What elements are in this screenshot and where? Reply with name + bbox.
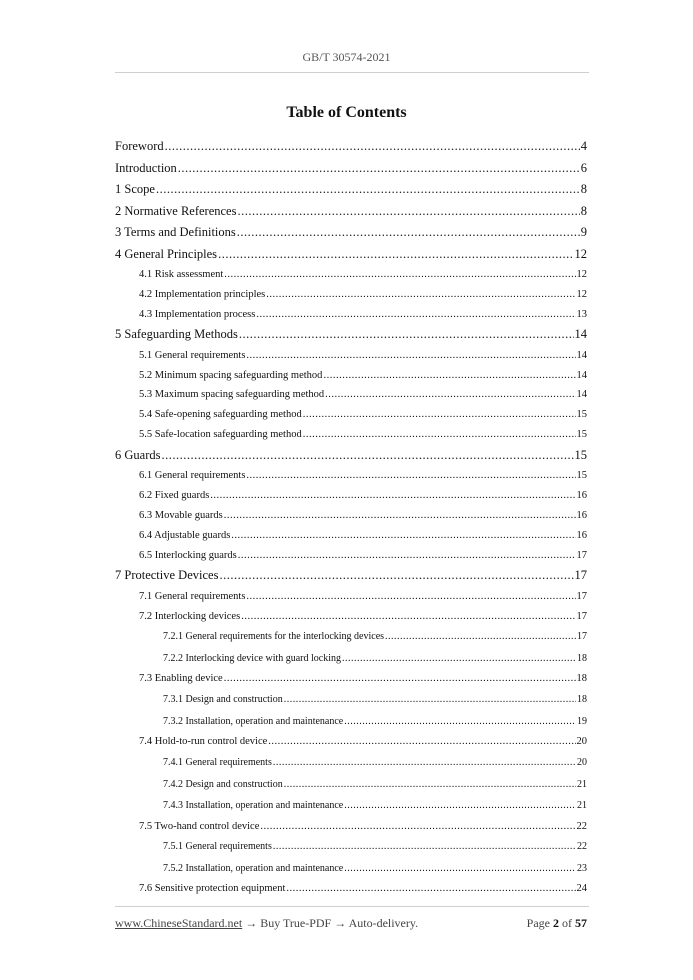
toc-entry-page: 16 <box>576 490 587 502</box>
running-header: GB/T 30574-2021 <box>302 50 391 64</box>
toc-entry-page: 8 <box>580 182 587 196</box>
toc-dot-leader <box>237 201 579 223</box>
toc-entry-label: 6.1 General requirements <box>139 470 246 482</box>
toc-entry-label: 7.5.1 General requirements <box>163 841 272 853</box>
toc-entry[interactable] <box>115 179 587 201</box>
toc-entry[interactable] <box>115 711 587 733</box>
toc-entry[interactable] <box>115 774 587 796</box>
toc-entry[interactable] <box>115 324 587 346</box>
toc-dot-leader <box>246 346 575 366</box>
toc-entry-page: 17 <box>577 631 587 643</box>
toc-entry-label: 4.1 Risk assessment <box>139 269 224 280</box>
toc-entry-label: 7.4.1 General requirements <box>163 757 272 769</box>
toc-dot-leader <box>284 689 576 711</box>
toc-entry-page: 16 <box>576 509 587 521</box>
toc-entry-page: 21 <box>577 778 587 790</box>
toc-entry-page: 17 <box>574 568 587 583</box>
toc-entry-page: 17 <box>576 610 587 622</box>
toc-dot-leader <box>344 711 576 733</box>
toc-entry[interactable] <box>115 285 587 305</box>
toc-entry-page: 15 <box>574 447 587 462</box>
page-total: 57 <box>575 916 587 930</box>
page-current: 2 <box>553 916 559 930</box>
toc-dot-leader <box>342 648 576 670</box>
toc-entry-page: 17 <box>576 549 587 561</box>
toc-entry-page: 12 <box>576 288 587 300</box>
toc-dot-leader <box>303 405 576 425</box>
toc-dot-leader <box>165 136 580 158</box>
toc-entry[interactable] <box>115 526 587 546</box>
toc-entry-label: 5.1 General requirements <box>139 349 246 361</box>
website-link[interactable]: www.ChineseStandard.net <box>115 916 243 930</box>
footer-left <box>115 916 418 931</box>
toc-entry[interactable] <box>115 366 587 386</box>
header-divider <box>115 72 589 73</box>
toc-entry-label: Introduction <box>115 160 177 175</box>
toc-dot-leader <box>239 324 574 346</box>
toc-entry[interactable] <box>115 158 587 180</box>
toc-entry-label: 6.2 Fixed guards <box>139 490 210 502</box>
toc-entry-label: 7.2 Interlocking devices <box>139 610 241 622</box>
toc-entry[interactable] <box>115 222 587 244</box>
toc-entry-page: 20 <box>577 757 587 769</box>
toc-dot-leader <box>303 425 576 445</box>
toc-entry-label: 5 Safeguarding Methods <box>115 327 238 342</box>
toc-dot-leader <box>231 526 575 546</box>
toc-entry-label: 4.2 Implementation principles <box>139 288 266 300</box>
toc-entry[interactable] <box>115 626 587 648</box>
toc-entry-page: 8 <box>580 203 587 218</box>
toc-entry-label: 7.3 Enabling device <box>139 673 223 685</box>
page-prefix: Page <box>526 916 550 930</box>
toc-entry-page: 15 <box>576 409 587 421</box>
toc-entry-page: 22 <box>576 820 587 832</box>
toc-entry-label: 7.4.2 Design and construction <box>163 778 283 790</box>
toc-dot-leader <box>268 732 575 752</box>
toc-entry[interactable] <box>115 425 587 445</box>
toc-entry-label: 6 Guards <box>115 447 161 462</box>
toc-entry-label: Foreword <box>115 139 164 153</box>
toc-entry-page: 14 <box>574 327 587 342</box>
toc-entry-page: 20 <box>576 736 587 748</box>
toc-dot-leader <box>323 366 575 386</box>
toc-dot-leader <box>273 752 576 774</box>
toc-entry-label: 7.2.2 Interlocking device with guard locking <box>163 652 342 664</box>
footer-divider <box>115 906 589 907</box>
toc-entry[interactable] <box>115 648 587 670</box>
toc-entry-page: 18 <box>577 652 587 664</box>
page-of: of <box>562 916 572 930</box>
toc-entry-page: 17 <box>576 590 587 602</box>
toc-entry-page: 16 <box>576 529 587 541</box>
toc-dot-leader <box>238 546 576 566</box>
toc-entry-label: 7.3.1 Design and construction <box>163 694 283 706</box>
toc-entry[interactable] <box>115 732 587 752</box>
toc-entry-page: 24 <box>576 883 587 895</box>
toc-dot-leader <box>224 265 575 285</box>
toc-entry-label: 6.3 Movable guards <box>139 509 223 521</box>
toc-entry-page: 12 <box>574 246 587 261</box>
toc-entry-label: 7.4.3 Installation, operation and maintenance <box>163 800 344 812</box>
toc-entry[interactable] <box>115 486 587 506</box>
toc-dot-leader <box>246 466 575 486</box>
toc-dot-leader <box>344 858 576 880</box>
toc-entry-page: 15 <box>576 429 587 441</box>
toc-entry[interactable] <box>115 546 587 566</box>
toc-entry[interactable] <box>115 689 587 711</box>
toc-dot-leader <box>266 285 575 305</box>
toc-dot-leader <box>273 836 576 858</box>
toc-entry[interactable] <box>115 879 587 899</box>
toc-dot-leader <box>219 565 573 587</box>
toc-entry-label: 7.2.1 General requirements for the interlocking devices <box>163 631 385 643</box>
footer-tagline: → Buy True-PDF → Auto-delivery. <box>245 916 419 930</box>
toc-entry-page: 23 <box>577 862 587 874</box>
toc-entry-label: 1 Scope <box>115 182 155 196</box>
toc-dot-leader <box>385 626 576 648</box>
toc-entry[interactable] <box>115 669 587 689</box>
toc-entry[interactable] <box>115 201 587 223</box>
toc-entry[interactable] <box>115 244 587 266</box>
toc-entry-page: 9 <box>580 225 587 239</box>
toc-entry-page: 6 <box>580 160 587 175</box>
toc-entry[interactable] <box>115 466 587 486</box>
toc-entry[interactable] <box>115 136 587 158</box>
toc-entry-label: 7.5 Two-hand control device <box>139 820 260 832</box>
toc-entry-page: 18 <box>577 694 587 706</box>
toc-entry-label: 7.6 Sensitive protection equipment <box>139 883 286 895</box>
toc-dot-leader <box>224 506 576 526</box>
toc-entry-page: 19 <box>577 715 587 727</box>
toc-entry-page: 22 <box>577 841 587 853</box>
toc-entry[interactable] <box>115 346 587 366</box>
page-title: Table of Contents <box>286 104 407 121</box>
toc-entry[interactable] <box>115 385 587 405</box>
toc-entry-page: 13 <box>576 308 587 320</box>
toc-entry[interactable] <box>115 795 587 817</box>
toc-dot-leader <box>161 445 573 467</box>
toc-entry[interactable] <box>115 565 587 587</box>
toc-entry-label: 6.5 Interlocking guards <box>139 549 237 561</box>
toc-entry[interactable] <box>115 305 587 325</box>
toc-entry-page: 12 <box>576 269 587 280</box>
toc-entry-label: 7.4 Hold-to-run control device <box>139 736 268 748</box>
toc-entry-label: 4 General Principles <box>115 246 218 261</box>
toc-dot-leader <box>210 486 575 506</box>
toc-entry[interactable] <box>115 836 587 858</box>
toc-entry-label: 2 Normative References <box>115 203 237 218</box>
toc-entry-page: 14 <box>576 349 587 361</box>
toc-entry-label: 7.3.2 Installation, operation and maintenance <box>163 715 344 727</box>
toc-entry-label: 5.5 Safe-location safeguarding method <box>139 429 302 441</box>
toc-entry-label: 7.1 General requirements <box>139 590 246 602</box>
toc-entry-page: 15 <box>576 470 587 482</box>
toc-entry[interactable] <box>115 858 587 880</box>
toc-entry-label: 5.3 Maximum spacing safeguarding method <box>139 389 325 401</box>
toc-entry-label: 7 Protective Devices <box>115 568 219 583</box>
table-of-contents <box>115 136 587 899</box>
toc-entry-page: 14 <box>576 369 587 381</box>
toc-entry-page: 4 <box>580 139 587 153</box>
toc-entry-label: 5.2 Minimum spacing safeguarding method <box>139 369 323 381</box>
toc-dot-leader <box>260 817 575 837</box>
toc-entry-label: 4.3 Implementation process <box>139 308 256 320</box>
toc-entry[interactable] <box>115 752 587 774</box>
toc-dot-leader <box>237 222 580 244</box>
page-footer <box>115 916 587 931</box>
toc-dot-leader <box>156 179 580 201</box>
toc-dot-leader <box>256 305 575 325</box>
toc-entry[interactable] <box>115 445 587 467</box>
toc-entry[interactable] <box>115 405 587 425</box>
toc-dot-leader <box>241 607 575 627</box>
toc-dot-leader <box>284 774 576 796</box>
toc-dot-leader <box>246 587 575 607</box>
toc-entry[interactable] <box>115 265 587 285</box>
toc-dot-leader <box>286 879 575 899</box>
toc-dot-leader <box>325 385 575 405</box>
toc-entry-label: 3 Terms and Definitions <box>115 225 236 239</box>
toc-entry[interactable] <box>115 506 587 526</box>
toc-dot-leader <box>344 795 576 817</box>
toc-entry-page: 14 <box>576 389 587 401</box>
toc-dot-leader <box>218 244 573 266</box>
toc-entry-label: 5.4 Safe-opening safeguarding method <box>139 409 302 421</box>
toc-dot-leader <box>178 158 580 180</box>
page-number <box>527 916 587 931</box>
toc-entry-label: 7.5.2 Installation, operation and maintenance <box>163 862 344 874</box>
toc-entry-page: 18 <box>576 673 587 685</box>
toc-dot-leader <box>224 669 576 689</box>
toc-entry-page: 21 <box>577 800 587 812</box>
toc-entry[interactable] <box>115 587 587 607</box>
toc-entry-label: 6.4 Adjustable guards <box>139 529 231 541</box>
toc-entry[interactable] <box>115 607 587 627</box>
toc-entry[interactable] <box>115 817 587 837</box>
